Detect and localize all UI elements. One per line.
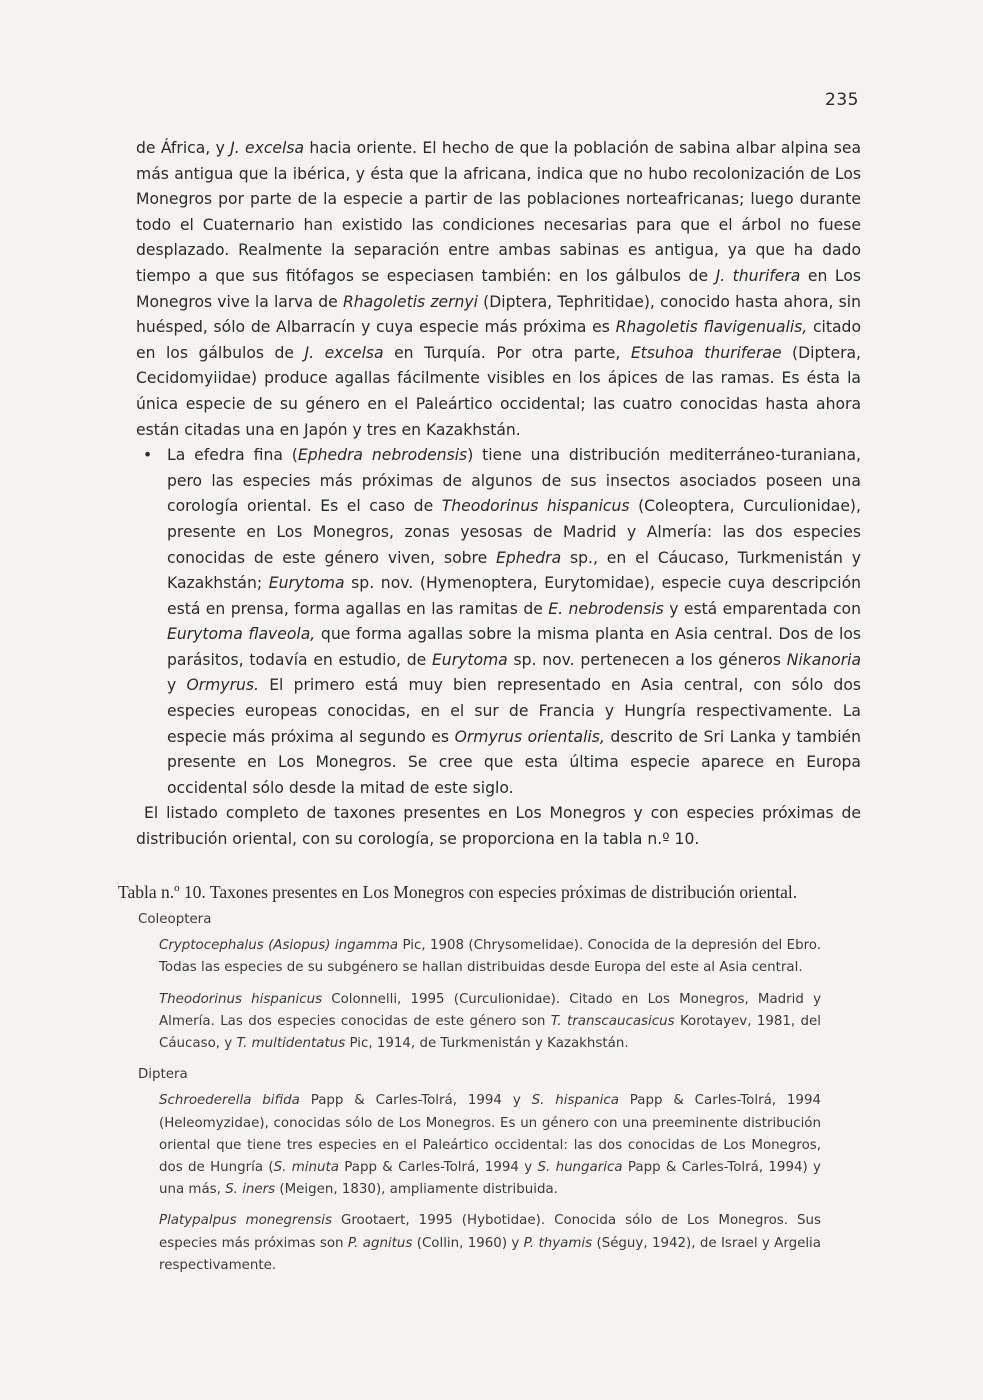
table-entry-cryptocephalus: Cryptocephalus (Asiopus) ingamma Pic, 1908 (Chrysomelidae). Conocida de la depresión del Ebro. Todas las especies de su subgénero se hallan distribuidas desde Europa del este al Asia central. bbox=[159, 938, 821, 976]
paragraph-table-reference: El listado completo de taxones presentes en Los Monegros y con especies próximas de distribución oriental, con su corología, se proporciona en la tabla n.º 10. bbox=[136, 804, 861, 849]
group-label-diptera: Diptera bbox=[138, 1067, 188, 1083]
body-text bbox=[136, 136, 861, 853]
bullet-item-ephedra bbox=[136, 443, 861, 801]
table-entry-theodorinus: Theodorinus hispanicus Colonnelli, 1995 (Curculionidae). Citado en Los Monegros, Madrid y Almería. Las dos especies conocidas de este género son T. transcaucasicus Korotayev, 1981, del Cáucaso, y T. multidentatus Pic, 1914, de Turkmenistán y Kazakhstán. bbox=[159, 991, 821, 1052]
table-body bbox=[138, 909, 821, 1277]
bullet-marker: • bbox=[143, 446, 153, 465]
page-number: 235 bbox=[825, 90, 859, 110]
group-label-coleoptera: Coleoptera bbox=[138, 912, 212, 927]
table-entry-platypalpus: Platypalpus monegrensis Grootaert, 1995 (Hybotidae). Conocida sólo de Los Monegros. Sus especies más próximas son P. agnitus (Collin, 1960) y P. thyamis (Séguy, 1942), de Israel y Argelia respectivamente. bbox=[159, 1213, 821, 1273]
table-title: Tabla n.º 10. Taxones presentes en Los Monegros con especies próximas de distribución oriental. bbox=[118, 882, 798, 902]
paragraph-continuation: de África, y J. excelsa hacia oriente. El hecho de que la población de sabina albar alpina sea más antigua que la ibérica, y ésta que la africana, indica que no hubo recolonización de Los Monegros por parte de la especie a partir de las poblaciones norteafricanas; luego durante todo el Cuaternario han existido las condiciones necesarias para que el árbol no fuese desplazado. Realmente la separación entre ambas sabinas es antigua, ya que ha dado tiempo a que sus fitófagos se especiasen también: en los gálbulos de J. thurifera en Los Monegros vive la larva de Rhagoletis zernyi (Diptera, Tephritidae), conocido hasta ahora, sin huésped, sólo de Albarracín y cuya especie más próxima es Rhagoletis flavigenualis, citado en los gálbulos de J. excelsa en Turquía. Por otra parte, Etsuhoa thuriferae (Diptera, Cecidomyiidae) produce agallas fácilmente visibles en los ápices de las ramas. Es ésta la única especie de su género en el Paleártico occidental; las cuatro conocidas hasta ahora están citadas una en Japón y tres en Kazakhstán. bbox=[136, 139, 861, 439]
bullet-text: La efedra fina (Ephedra nebrodensis) tiene una distribución mediterráneo-turaniana, pero las especies más próximas de algunos de sus insectos asociados poseen una corología oriental. Es el caso de Theodorinus hispanicus (Coleoptera, Curculionidae), presente en Los Monegros, zonas yesosas de Madrid y Almería: las dos especies conocidas de este género viven, sobre Ephedra sp., en el Cáucaso, Turkmenistán y Kazakhstán; Eurytoma sp. nov. (Hymenoptera, Eurytomidae), especie cuya descripción está en prensa, forma agallas en las ramitas de E. nebrodensis y está emparentada con Eurytoma flaveola, que forma agallas sobre la misma planta en Asia central. Dos de los parásitos, todavía en estudio, de Eurytoma sp. nov. pertenecen a los géneros Nikanoria y Ormyrus. El primero está muy bien representado en Asia central, con sólo dos especies europeas conocidas, en el sur de Francia y Hungría respectivamente. La especie más próxima al segundo es Ormyrus orientalis, descrito de Sri Lanka y también presente en Los Monegros. Se cree que esta última especie aparece en Europa occidental sólo desde la mitad de este siglo. bbox=[167, 446, 862, 797]
table-entry-schroederella: Schroederella bifida Papp & Carles-Tolrá, 1994 y S. hispanica Papp & Carles-Tolrá, 1994 (Heleomyzidae), conocidas sólo de Los Monegros. Es un género con una preeminente distribución oriental que tiene tres especies en el Paleártico occidental: las dos conocidas de Los Monegros, dos de Hungría (S. minuta Papp & Carles-Tolrá, 1994 y S. hungarica Papp & Carles-Tolrá, 1994) y una más, S. iners (Meigen, 1830), ampliamente distribuida. bbox=[159, 1093, 821, 1198]
